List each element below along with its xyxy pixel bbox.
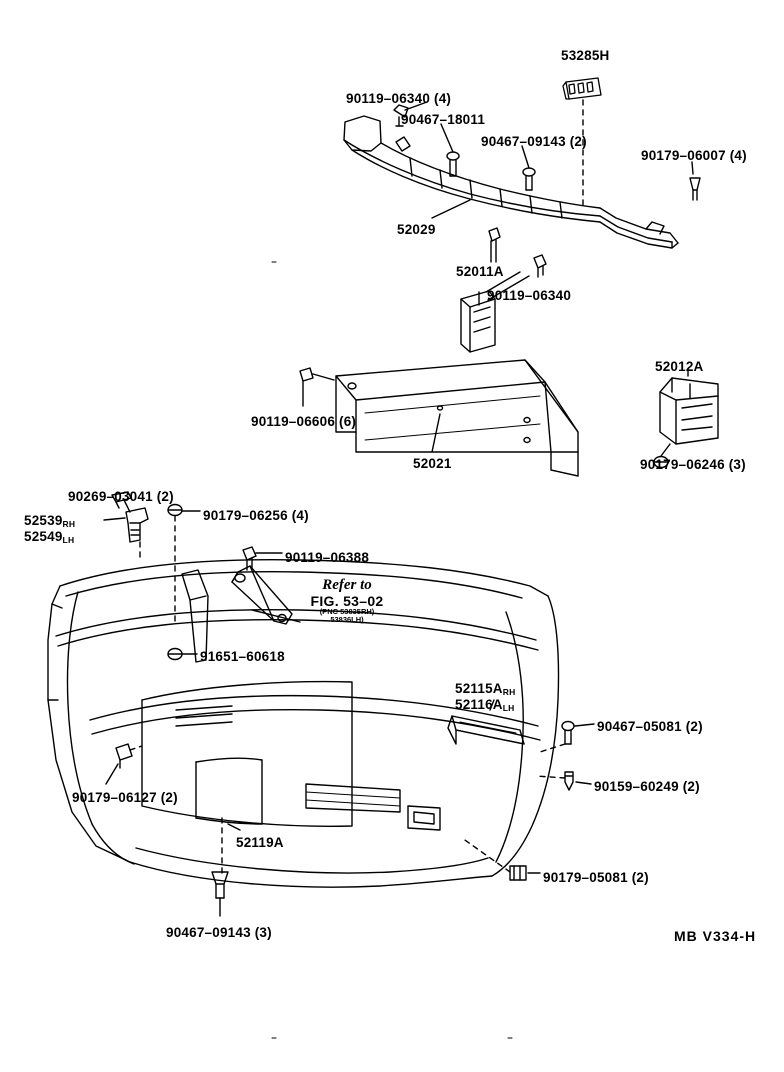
label-52012a: 52012A xyxy=(655,359,704,374)
label-90119-06340: 90119–06340 xyxy=(487,288,572,303)
label-52115arh xyxy=(455,681,515,696)
label-52539rh-base: 52539 xyxy=(24,513,63,528)
label-91651-60618: 91651–60618 xyxy=(200,649,285,664)
leader-90179-06246 xyxy=(661,444,670,456)
label-90119-06388: 90119–06388 xyxy=(285,550,370,565)
label-90467-05081-2: 90467–05081 (2) xyxy=(597,719,703,734)
leader-90159-60249 xyxy=(576,782,591,784)
leader-90467-05081 xyxy=(575,724,594,726)
label-52021: 52021 xyxy=(413,456,452,471)
label-90179-06127-2: 90179–06127 (2) xyxy=(72,790,178,805)
label-90179-06256-4: 90179–06256 (4) xyxy=(203,508,309,523)
footer-code: MB V334-H xyxy=(674,928,757,944)
label-90159-60249-2: 90159–60249 (2) xyxy=(594,779,700,794)
fastener-90179-06256 xyxy=(168,505,182,516)
label-90119-06606-6: 90119–06606 (6) xyxy=(251,414,357,429)
label-90179-06007-4: 90179–06007 (4) xyxy=(641,148,747,163)
reference-note-line2: FIG. 53–02 xyxy=(310,592,384,609)
fastener-52011a-bolt xyxy=(489,228,500,262)
label-52549lh-suffix: LH xyxy=(62,535,75,545)
fastener-90467-09143-bottom xyxy=(212,872,228,898)
leader-90179-05081-dash xyxy=(462,838,510,872)
fastener-90467-18011 xyxy=(447,152,459,176)
label-90269-03041-2: 90269–03041 (2) xyxy=(68,489,174,504)
label-53285h: 53285H xyxy=(561,48,610,63)
leader-90179-06127-dash xyxy=(130,746,142,750)
label-52116alh-suffix: LH xyxy=(502,703,515,713)
part-53285h xyxy=(563,78,601,99)
reference-note-line3: (PNC 53835RH) xyxy=(319,607,375,617)
label-52119a: 52119A xyxy=(236,835,284,850)
leader-52119a xyxy=(228,824,240,830)
fastener-90179-06007 xyxy=(690,178,700,200)
label-52029: 52029 xyxy=(397,222,436,237)
label-52539rh xyxy=(24,513,75,528)
part-52012a xyxy=(660,378,718,444)
label-52116alh-base: 52116A xyxy=(455,697,503,712)
part-52539-52549 xyxy=(126,508,148,542)
reference-note-line1: Refer to xyxy=(322,577,372,593)
part-52021 xyxy=(336,360,578,476)
label-90467-09143-3: 90467–09143 (3) xyxy=(166,925,272,940)
reference-note-line4: 53836LH) xyxy=(330,615,364,625)
label-90467-09143-2: 90467–09143 (2) xyxy=(481,134,587,149)
leader-90179-06127 xyxy=(106,764,118,784)
label-52011a: 52011A xyxy=(456,264,504,279)
leader-90159-60249-dash xyxy=(536,776,565,778)
label-90119-06340-4: 90119–06340 (4) xyxy=(346,91,452,106)
label-52549lh-base: 52549 xyxy=(24,529,63,544)
fastener-90119-06340-mid xyxy=(534,255,546,277)
leader-90467-09143-top xyxy=(522,146,529,168)
fastener-90467-09143-top xyxy=(523,168,535,190)
fastener-90179-05081 xyxy=(510,866,526,880)
leader-52539 xyxy=(104,518,125,520)
leader-52029 xyxy=(432,200,470,218)
part-bumper-stay-rod xyxy=(232,566,292,624)
label-52539rh-suffix: RH xyxy=(62,519,76,529)
fastener-90119-06606 xyxy=(300,368,334,381)
label-52115arh-base: 52115A xyxy=(455,681,503,696)
label-90179-05081-2: 90179–05081 (2) xyxy=(543,870,649,885)
label-52116alh xyxy=(455,697,514,712)
label-52549lh xyxy=(24,529,74,544)
label-90467-18011: 90467–18011 xyxy=(401,112,486,127)
label-52115arh-suffix: RH xyxy=(502,687,516,697)
label-90179-06246-3: 90179–06246 (3) xyxy=(640,457,746,472)
leader-90179-06007 xyxy=(692,162,693,174)
reference-note xyxy=(287,578,407,624)
fastener-91651-60618 xyxy=(168,649,182,660)
leader-90467-18011 xyxy=(441,124,453,152)
fastener-90159-60249 xyxy=(565,772,573,790)
fastener-90467-05081 xyxy=(562,722,574,745)
